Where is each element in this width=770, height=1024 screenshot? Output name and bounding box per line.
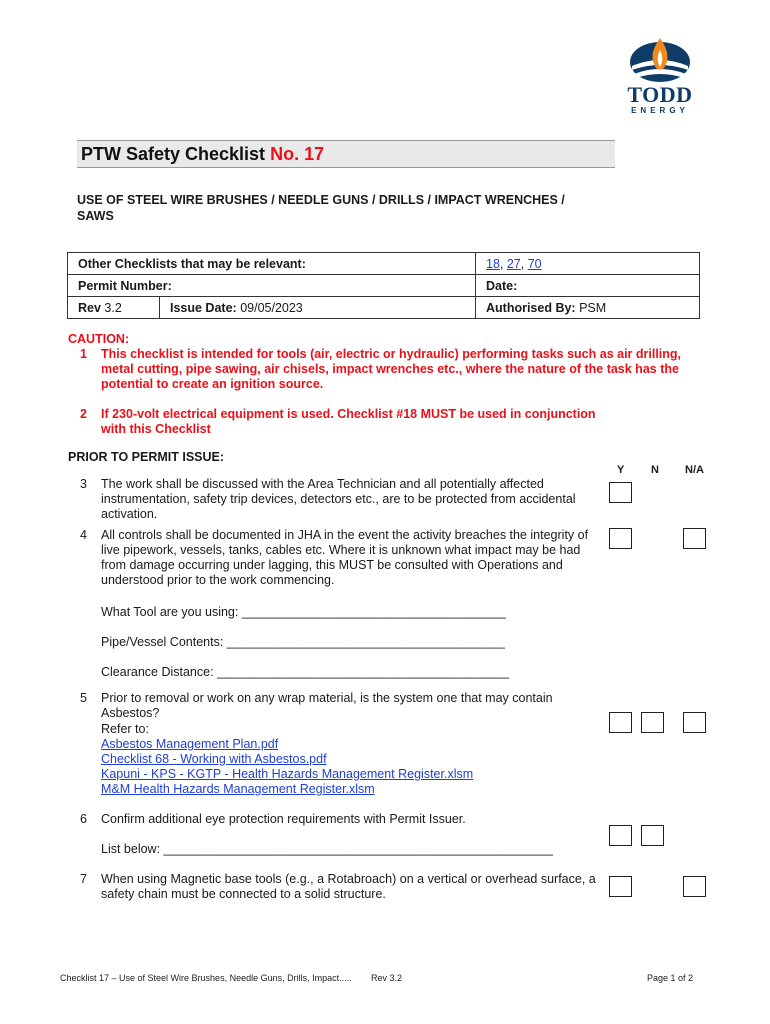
rev-value: 3.2 xyxy=(104,300,122,315)
item-7-text: When using Magnetic base tools (e.g., a Rotabroach) on a vertical or overhead surface, a safety chain must be connected to a solid structure. xyxy=(101,872,596,901)
item-5-na-checkbox[interactable] xyxy=(683,712,706,733)
logo-name: TODD xyxy=(627,82,693,107)
issue-date-value: 09/05/2023 xyxy=(240,300,303,315)
asbestos-plan-link-row xyxy=(101,737,278,752)
column-yes: Y xyxy=(617,464,625,476)
eye-protection-list-field[interactable]: List below: ________________________________________________________ xyxy=(101,842,553,856)
other-checklists-links: 18, 27, 70 xyxy=(476,253,700,275)
authorised-by-value: PSM xyxy=(579,300,607,315)
page-title xyxy=(81,144,324,165)
kapuni-register-link[interactable]: Kapuni - KPS - KGTP - Health Hazards Management Register.xlsm xyxy=(101,767,474,781)
checklist-link-70[interactable]: 70 xyxy=(527,256,542,271)
logo-subtitle: ENERGY xyxy=(631,106,689,115)
item-4-yes-checkbox[interactable] xyxy=(609,528,632,549)
clearance-distance-field[interactable]: Clearance Distance: __________________________________________ xyxy=(101,665,510,679)
item-6-yes-checkbox[interactable] xyxy=(609,825,632,846)
column-no: N xyxy=(651,464,659,476)
authorised-by-cell xyxy=(476,297,700,319)
footer-page-number: Page 1 of 2 xyxy=(647,973,694,983)
item-number-6: 6 xyxy=(80,812,87,826)
checklist-68-link[interactable]: Checklist 68 - Working with Asbestos.pdf xyxy=(101,752,327,766)
footer-revision: Rev 3.2 xyxy=(371,973,403,983)
issue-date-label: Issue Date: xyxy=(170,300,237,315)
item-number-4: 4 xyxy=(80,528,87,542)
item-5-refer: Refer to: xyxy=(101,722,149,736)
item-6-no-checkbox[interactable] xyxy=(641,825,664,846)
item-4-text: All controls shall be documented in JHA in the event the activity breaches the integrity of live pipework, vessels, tanks, cables etc. Where it is unknown what impact may be had from damage occurring under lagging, this MUST be consulted with Operations and understood prior to the work commencing. xyxy=(101,528,589,587)
column-na: N/A xyxy=(685,464,704,476)
asbestos-plan-link[interactable]: Asbestos Management Plan.pdf xyxy=(101,737,279,751)
item-5-no-checkbox[interactable] xyxy=(641,712,664,733)
item-5-yes-checkbox[interactable] xyxy=(609,712,632,733)
footer-document-title: Checklist 17 – Use of Steel Wire Brushes, Needle Guns, Drills, Impact..... xyxy=(60,973,352,983)
item-5-text: Prior to removal or work on any wrap material, is the system one that may contain Asbestos? xyxy=(101,691,553,720)
mm-register-link-row xyxy=(101,782,375,797)
checklist-link-18[interactable]: 18 xyxy=(486,256,500,271)
checklist-number: No. 17 xyxy=(270,144,325,164)
title-prefix: PTW Safety Checklist xyxy=(81,144,266,164)
item-6-text: Confirm additional eye protection requirements with Permit Issuer. xyxy=(101,812,466,826)
info-table xyxy=(67,252,700,319)
checklist-link-27[interactable]: 27 xyxy=(506,256,521,271)
caution-item-number-2: 2 xyxy=(80,407,87,421)
item-7-na-checkbox[interactable] xyxy=(683,876,706,897)
title-band xyxy=(77,140,615,168)
date-label: Date: xyxy=(476,275,700,297)
pipe-vessel-contents-field[interactable]: Pipe/Vessel Contents: ________________________________________ xyxy=(101,635,505,649)
kapuni-register-link-row xyxy=(101,767,473,782)
flame-globe-icon xyxy=(612,36,708,84)
mm-register-link[interactable]: M&M Health Hazards Management Register.xlsm xyxy=(101,782,375,796)
caution-item-2: If 230-volt electrical equipment is used. Checklist #18 MUST be used in conjunction with this Checklist xyxy=(101,407,596,436)
revision-cell xyxy=(68,297,160,319)
authorised-by-label: Authorised By: xyxy=(486,300,576,315)
section-title: PRIOR TO PERMIT ISSUE: xyxy=(68,450,225,464)
item-4-na-checkbox[interactable] xyxy=(683,528,706,549)
item-7-yes-checkbox[interactable] xyxy=(609,876,632,897)
rev-label: Rev xyxy=(78,300,101,315)
checklist-68-link-row xyxy=(101,752,327,767)
issue-date-cell xyxy=(160,297,476,319)
caution-item-number-1: 1 xyxy=(80,347,87,361)
tool-field[interactable]: What Tool are you using: ______________________________________ xyxy=(101,605,506,619)
checklist-subtitle: USE OF STEEL WIRE BRUSHES / NEEDLE GUNS / DRILLS / IMPACT WRENCHES / SAWS xyxy=(77,193,565,223)
item-number-7: 7 xyxy=(80,872,87,886)
todd-energy-logo xyxy=(612,36,708,120)
caution-heading: CAUTION: xyxy=(68,332,130,346)
item-3-text: The work shall be discussed with the Area Technician and all potentially affected instrumentation, safety trip devices, detectors etc., are to be protected from accidental activation. xyxy=(101,477,576,521)
other-checklists-label: Other Checklists that may be relevant: xyxy=(68,253,476,275)
caution-item-1: This checklist is intended for tools (air, electric or hydraulic) performing tasks such as air drilling, metal cutting, pipe sawing, air chisels, impact wrenches etc., where the nature of the task has the potential to create an ignition source. xyxy=(101,347,682,391)
item-number-3: 3 xyxy=(80,477,87,491)
item-3-yes-checkbox[interactable] xyxy=(609,482,632,503)
permit-number-label: Permit Number: xyxy=(68,275,476,297)
item-number-5: 5 xyxy=(80,691,87,705)
